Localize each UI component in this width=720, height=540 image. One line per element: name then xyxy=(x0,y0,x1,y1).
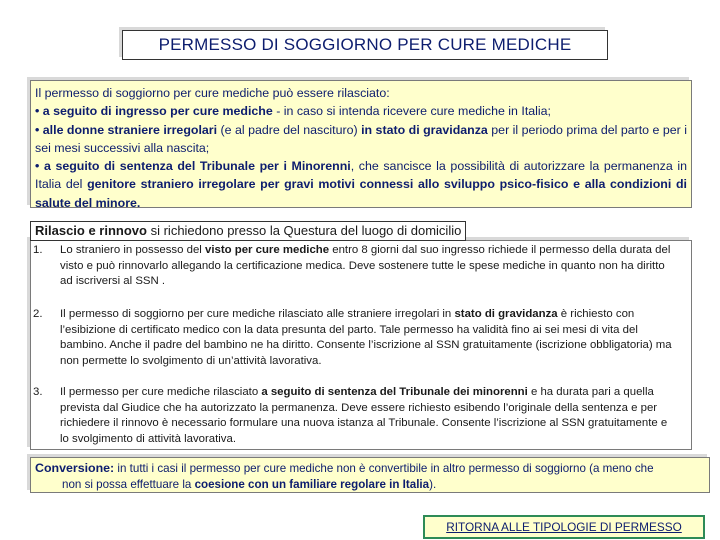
list-text-bold: stato di gravidanza xyxy=(454,308,558,320)
procedure-list xyxy=(30,240,692,450)
conversione-line-2 xyxy=(62,477,436,494)
intro-bullet-1-text: - in caso si intenda ricevere cure mediche in Italia; xyxy=(272,104,551,119)
intro-bullet-3 xyxy=(35,157,687,212)
conversione-text-pre: non si possa effettuare la xyxy=(62,478,195,491)
intro-bullet-2 xyxy=(35,121,687,158)
rilascio-heading xyxy=(30,221,466,241)
list-text xyxy=(60,243,678,290)
intro-bullet-2-mid: (e al padre del nascituro) xyxy=(217,122,362,137)
page-title: PERMESSO DI SOGGIORNO PER CURE MEDICHE xyxy=(122,30,608,60)
list-text xyxy=(60,385,678,447)
conversione-text-post: ). xyxy=(429,478,437,491)
intro-bullet-3-bold2: genitore straniero irregolare per gravi motivi connessi allo sviluppo psico-fisico e alla condizioni di salute del minore. xyxy=(35,177,687,210)
list-number: 2. xyxy=(33,308,43,320)
intro-bullet-2-bold: • alle donne straniere irregolari xyxy=(35,122,218,137)
intro-bullet-2-text: per il periodo prima del parto e per i sei mesi successivi alla nascita; xyxy=(35,122,687,155)
conversione-label: Conversione: xyxy=(35,461,115,475)
list-text-bold: a seguito di sentenza del Tribunale dei minorenni xyxy=(261,386,528,398)
back-to-permit-types-link[interactable]: RITORNA ALLE TIPOLOGIE DI PERMESSO xyxy=(423,515,705,539)
conversione-text: in tutti i casi il permesso per cure mediche non è convertibile in altro permesso di soggiorno (a meno che xyxy=(114,462,654,475)
conversione-line-1 xyxy=(35,460,654,478)
rilascio-text: si richiedono presso la Questura del luogo di domicilio xyxy=(146,223,462,238)
rilascio-bold: Rilascio e rinnovo xyxy=(35,223,147,238)
list-number: 1. xyxy=(33,244,43,256)
conversione-text-bold: coesione con un familiare regolare in Italia xyxy=(194,478,430,491)
list-text-pre: Lo straniero in possesso del xyxy=(60,244,205,256)
list-text xyxy=(60,307,678,369)
list-text-post: entro 8 giorni dal suo ingresso richiede il permesso della durata del visto e può rinnovarlo allegando la certificazione medica. Deve sostenere tutte le spese mediche in quanto non ha diritto ad iscriversi al SSN . xyxy=(60,244,671,288)
conversione-box xyxy=(30,457,710,493)
intro-bullet-3-bold: • a seguito di sentenza del Tribunale per i Minorenni xyxy=(35,159,351,174)
list-text-post: e ha durata pari a quella prevista dal Giudice che ha autorizzato la permanenza. Deve essere richiesto esibendo l’originale della sentenza e per richiedere il rinnovo è necessario formulare una nuova istanza al Tribunale. Consente l’iscrizione al SSN gratuitamente e lo svolgimento di attività lavorativa. xyxy=(60,386,668,445)
intro-bullet-1 xyxy=(35,102,687,120)
list-text-pre: Il permesso per cure mediche rilasciato xyxy=(60,386,262,398)
intro-bullet-1-bold: • a seguito di ingresso per cure mediche xyxy=(35,104,273,119)
list-text-pre: Il permesso di soggiorno per cure mediche rilasciato alle straniere irregolari in xyxy=(60,308,455,320)
intro-bullet-3-mid: , che sancisce la possibilità di autorizzare la permanenza in Italia del xyxy=(35,159,687,192)
list-text-bold: visto per cure mediche xyxy=(205,244,330,256)
intro-box xyxy=(30,80,692,208)
list-number: 3. xyxy=(33,386,43,398)
intro-line: Il permesso di soggiorno per cure mediche può essere rilasciato: xyxy=(35,86,390,100)
intro-bullet-2-bold2: in stato di gravidanza xyxy=(361,122,488,137)
list-text-post: è richiesto con l’esibizione di certificato medico con la data presunta del parto. Tale permesso ha validità fino ai sei mesi di vita del bambino. Anche il padre del bambino ne ha diritto. Consente l’iscrizione al SSN gratuitamente (iscrizione obbligatoria) ma non permette lo svolgimento di un’attività lavorativa. xyxy=(60,308,672,367)
